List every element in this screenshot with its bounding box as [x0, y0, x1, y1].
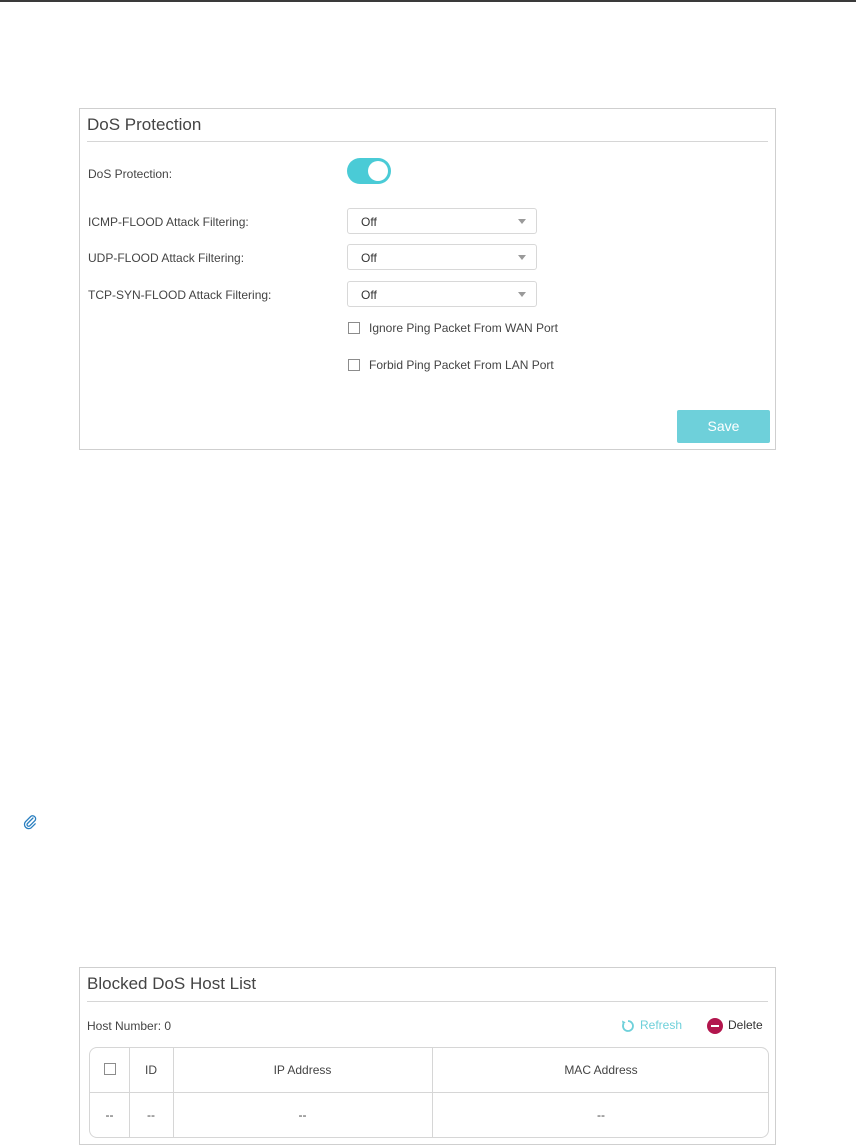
- column-header-ip: IP Address: [273, 1063, 332, 1077]
- panel-title: DoS Protection: [87, 115, 202, 134]
- tcp-syn-flood-value: Off: [361, 288, 377, 302]
- udp-flood-select[interactable]: [347, 244, 537, 270]
- delete-label: Delete: [728, 1018, 763, 1032]
- paperclip-icon: [22, 814, 38, 830]
- caret-down-icon: [518, 292, 526, 297]
- udp-flood-label: UDP-FLOOD Attack Filtering:: [88, 251, 245, 265]
- udp-flood-value: Off: [361, 251, 377, 265]
- save-button[interactable]: Save: [677, 410, 770, 443]
- icmp-flood-value: Off: [361, 215, 377, 229]
- divider: [87, 1001, 768, 1002]
- empty-cell-id: --: [147, 1108, 155, 1122]
- host-table: [89, 1047, 769, 1138]
- dos-protection-toggle[interactable]: [347, 158, 391, 184]
- forbid-ping-lan-checkbox[interactable]: [348, 359, 360, 371]
- ignore-ping-wan-label: Ignore Ping Packet From WAN Port: [369, 321, 558, 335]
- dos-protection-panel: [79, 108, 776, 450]
- tcp-syn-flood-label: TCP-SYN-FLOOD Attack Filtering:: [88, 288, 272, 302]
- select-all-checkbox[interactable]: [104, 1063, 116, 1075]
- caret-down-icon: [518, 219, 526, 224]
- refresh-label: Refresh: [640, 1018, 683, 1032]
- forbid-ping-lan-label: Forbid Ping Packet From LAN Port: [369, 358, 554, 372]
- top-divider: [0, 0, 856, 2]
- blocked-host-list-panel: [79, 967, 776, 1145]
- row-divider: [90, 1092, 768, 1093]
- delete-icon: [707, 1018, 723, 1034]
- tcp-syn-flood-select[interactable]: [347, 281, 537, 307]
- divider: [87, 141, 768, 142]
- host-number: Host Number: 0: [87, 1019, 172, 1033]
- dos-protection-label: DoS Protection:: [88, 167, 173, 181]
- column-header-mac: MAC Address: [564, 1063, 638, 1077]
- panel-title: Blocked DoS Host List: [87, 974, 257, 993]
- empty-cell-select: --: [105, 1108, 114, 1122]
- toggle-knob: [368, 161, 388, 181]
- empty-cell-ip: --: [298, 1108, 307, 1122]
- refresh-icon: [620, 1018, 636, 1034]
- icmp-flood-select[interactable]: [347, 208, 537, 234]
- ignore-ping-wan-checkbox[interactable]: [348, 322, 360, 334]
- empty-cell-mac: --: [597, 1108, 605, 1122]
- icmp-flood-label: ICMP-FLOOD Attack Filtering:: [88, 215, 249, 229]
- column-header-id: ID: [145, 1063, 157, 1077]
- caret-down-icon: [518, 255, 526, 260]
